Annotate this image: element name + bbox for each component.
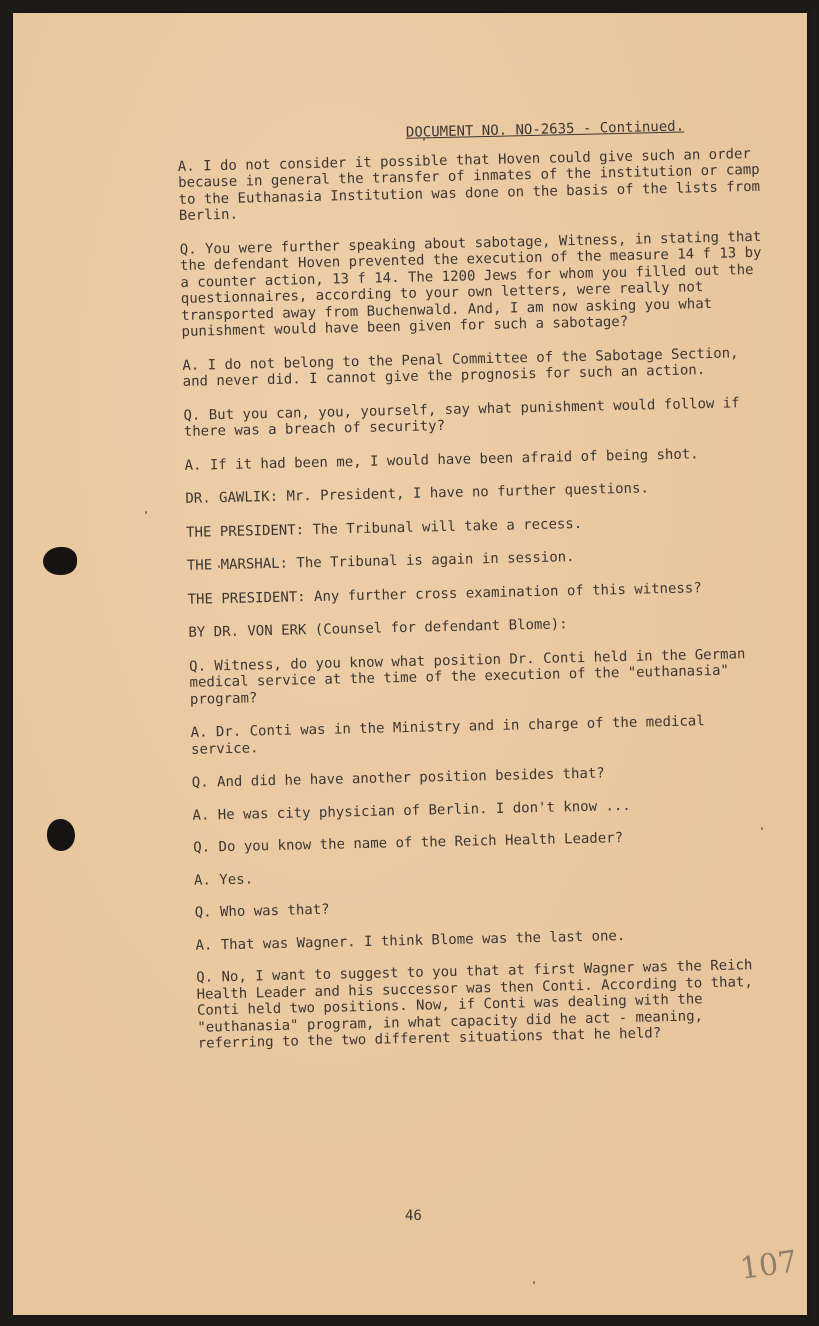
transcript-paragraph: THE MARSHAL: The Tribunal is again in session. (186, 549, 575, 574)
transcript-paragraph: A. I do not belong to the Penal Committee of the Sabotage Section, and never did. I cannot give the prognosis for such an action. (182, 344, 739, 390)
transcript-paragraph: A. Yes. (193, 870, 254, 889)
transcript-paragraph: Q. But you can, you, yourself, say what punishment would follow if there was a breach of security? (183, 394, 740, 440)
paper-speck (145, 511, 147, 514)
transcript-paragraph: THE PRESIDENT: The Tribunal will take a recess. (185, 515, 583, 541)
transcript-paragraph: Q. Witness, do you know what position Dr. Conti held in the German medical service at the time of the execution of the "euthanasia" program? (188, 645, 746, 708)
document-page (13, 13, 807, 1315)
paper-speck (533, 1281, 535, 1284)
punch-hole (43, 547, 77, 575)
transcript-paragraph: A. If it had been me, I would have been afraid of being shot. (184, 445, 699, 474)
punch-hole (47, 819, 75, 851)
handwritten-margin-note: 107 (737, 1244, 800, 1287)
transcript-paragraph: DR. GAWLIK: Mr. President, I have no further questions. (185, 480, 650, 507)
document-header: DOCUMENT NO. NO-2635 - Continued. (405, 118, 685, 141)
transcript-paragraph: A. That was Wagner. I think Blome was the last one. (195, 927, 626, 954)
transcript-paragraph: Q. You were further speaking about sabotage, Witness, in stating that the defendant Hoven prevented the execution of the measure 14 f 13 by a counter action, 13 f 14. The 1200 Jews for whom you filled out the questionnaires, according to your own letters, were really not transported away from Buchenwald. And, I am now asking you what punishment would have been given for such a sabotage? (179, 228, 762, 340)
transcript-paragraph: Q. No, I want to suggest to you that at first Wagner was the Reich Health Leader and his successor was then Conti. According to that, Conti held two positions. Now, if Conti was dealing with the "euthanasia" program, in what capacity did he act - meaning, referring to the two different situations that he held? (196, 957, 753, 1052)
transcript-paragraph: A. I do not consider it possible that Hoven could give such an order because in general the transfer of inmates of the institution or camp to the Euthanasia Institution was done on the basis of the lists from Berlin. (177, 145, 761, 224)
transcript-paragraph: BY DR. VON ERK (Counsel for defendant Blome): (188, 616, 568, 641)
page-number: 46 (405, 1208, 422, 1224)
transcript-paragraph: A. He was city physician of Berlin. I don't know ... (192, 797, 631, 824)
transcript-paragraph: A. Dr. Conti was in the Ministry and in charge of the medical service. (190, 713, 705, 758)
transcript-paragraph: THE PRESIDENT: Any further cross examination of this witness? (187, 579, 702, 608)
transcript-paragraph: Q. And did he have another position besides that? (191, 765, 605, 791)
transcript-paragraph: Q. Who was that? (194, 901, 330, 921)
transcript-body (177, 117, 783, 1070)
transcript-paragraph: Q. Do you know the name of the Reich Health Leader? (193, 830, 624, 856)
